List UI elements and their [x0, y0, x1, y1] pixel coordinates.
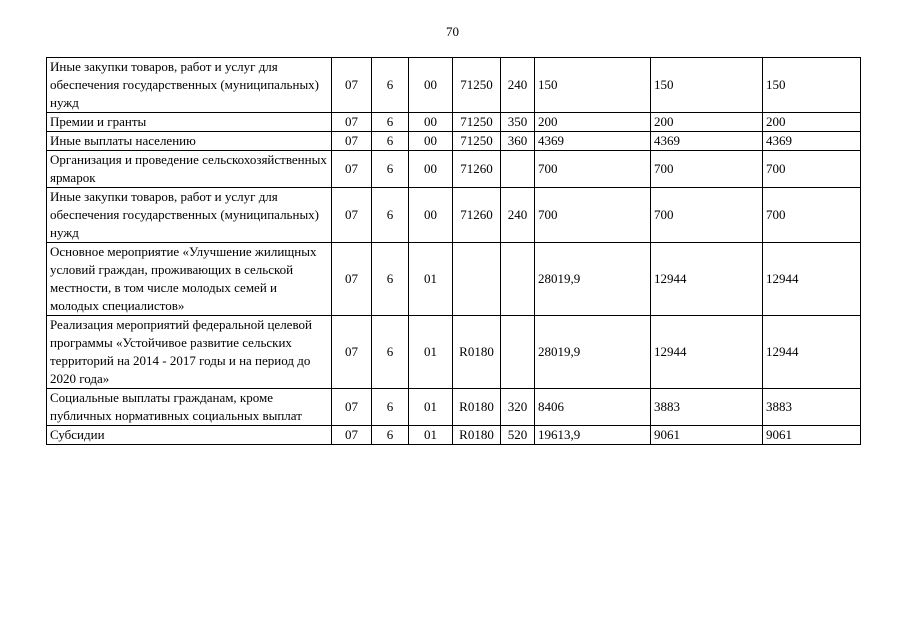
amount-year-1: 700 [535, 188, 651, 243]
amount-year-2: 4369 [651, 132, 763, 151]
row-name: Субсидии [47, 426, 332, 445]
subprogram-code: 01 [409, 426, 453, 445]
amount-year-1: 28019,9 [535, 243, 651, 316]
row-name: Иные выплаты населению [47, 132, 332, 151]
direction-code: 71250 [453, 113, 501, 132]
direction-code: 71250 [453, 58, 501, 113]
expense-type-code: 240 [501, 58, 535, 113]
expense-type-code: 240 [501, 188, 535, 243]
amount-year-2: 12944 [651, 243, 763, 316]
subprogram-code: 01 [409, 243, 453, 316]
amount-year-2: 150 [651, 58, 763, 113]
section-code: 07 [332, 389, 372, 426]
section-code: 07 [332, 316, 372, 389]
amount-year-3: 700 [763, 151, 861, 188]
expense-type-code: 520 [501, 426, 535, 445]
section-code: 07 [332, 188, 372, 243]
section-code: 07 [332, 132, 372, 151]
subprogram-code: 00 [409, 113, 453, 132]
table-row [47, 132, 861, 151]
direction-code: 71260 [453, 151, 501, 188]
expense-type-code: 350 [501, 113, 535, 132]
expense-type-code [501, 151, 535, 188]
row-name: Иные закупки товаров, работ и услуг для обеспечения государственных (муниципальных) нужд [47, 58, 332, 113]
program-code: 6 [372, 389, 409, 426]
amount-year-2: 9061 [651, 426, 763, 445]
program-code: 6 [372, 58, 409, 113]
table-row [47, 151, 861, 188]
subprogram-code: 00 [409, 58, 453, 113]
section-code: 07 [332, 151, 372, 188]
amount-year-3: 4369 [763, 132, 861, 151]
row-name: Организация и проведение сельскохозяйственных ярмарок [47, 151, 332, 188]
amount-year-3: 150 [763, 58, 861, 113]
section-code: 07 [332, 113, 372, 132]
amount-year-3: 3883 [763, 389, 861, 426]
amount-year-1: 8406 [535, 389, 651, 426]
table-row [47, 188, 861, 243]
row-name: Иные закупки товаров, работ и услуг для обеспечения государственных (муниципальных) нужд [47, 188, 332, 243]
table-row [47, 426, 861, 445]
amount-year-2: 12944 [651, 316, 763, 389]
section-code: 07 [332, 243, 372, 316]
amount-year-1: 200 [535, 113, 651, 132]
subprogram-code: 00 [409, 151, 453, 188]
amount-year-2: 200 [651, 113, 763, 132]
amount-year-1: 700 [535, 151, 651, 188]
amount-year-1: 19613,9 [535, 426, 651, 445]
direction-code: R0180 [453, 389, 501, 426]
table-row [47, 58, 861, 113]
program-code: 6 [372, 188, 409, 243]
subprogram-code: 00 [409, 132, 453, 151]
expense-type-code: 320 [501, 389, 535, 426]
page-number: 70 [446, 24, 459, 39]
expense-type-code: 360 [501, 132, 535, 151]
program-code: 6 [372, 132, 409, 151]
amount-year-2: 700 [651, 188, 763, 243]
section-code: 07 [332, 58, 372, 113]
table-row [47, 243, 861, 316]
row-name: Реализация мероприятий федеральной целевой программы «Устойчивое развитие сельских территорий на 2014 - 2017 годы и на период до 2020 года» [47, 316, 332, 389]
amount-year-3: 9061 [763, 426, 861, 445]
row-name: Премии и гранты [47, 113, 332, 132]
table-row [47, 389, 861, 426]
amount-year-1: 4369 [535, 132, 651, 151]
subprogram-code: 00 [409, 188, 453, 243]
direction-code: 71250 [453, 132, 501, 151]
amount-year-3: 12944 [763, 316, 861, 389]
expense-type-code [501, 243, 535, 316]
program-code: 6 [372, 426, 409, 445]
row-name: Основное мероприятие «Улучшение жилищных условий граждан, проживающих в сельской местности, в том числе молодых семей и молодых специалистов» [47, 243, 332, 316]
row-name: Социальные выплаты гражданам, кроме публичных нормативных социальных выплат [47, 389, 332, 426]
direction-code: 71260 [453, 188, 501, 243]
amount-year-3: 700 [763, 188, 861, 243]
amount-year-1: 28019,9 [535, 316, 651, 389]
subprogram-code: 01 [409, 316, 453, 389]
table-row [47, 316, 861, 389]
amount-year-2: 700 [651, 151, 763, 188]
program-code: 6 [372, 316, 409, 389]
amount-year-1: 150 [535, 58, 651, 113]
amount-year-3: 200 [763, 113, 861, 132]
direction-code [453, 243, 501, 316]
table-row [47, 113, 861, 132]
expense-type-code [501, 316, 535, 389]
direction-code: R0180 [453, 316, 501, 389]
program-code: 6 [372, 243, 409, 316]
program-code: 6 [372, 151, 409, 188]
section-code: 07 [332, 426, 372, 445]
direction-code: R0180 [453, 426, 501, 445]
subprogram-code: 01 [409, 389, 453, 426]
amount-year-2: 3883 [651, 389, 763, 426]
program-code: 6 [372, 113, 409, 132]
budget-table [46, 57, 861, 445]
amount-year-3: 12944 [763, 243, 861, 316]
